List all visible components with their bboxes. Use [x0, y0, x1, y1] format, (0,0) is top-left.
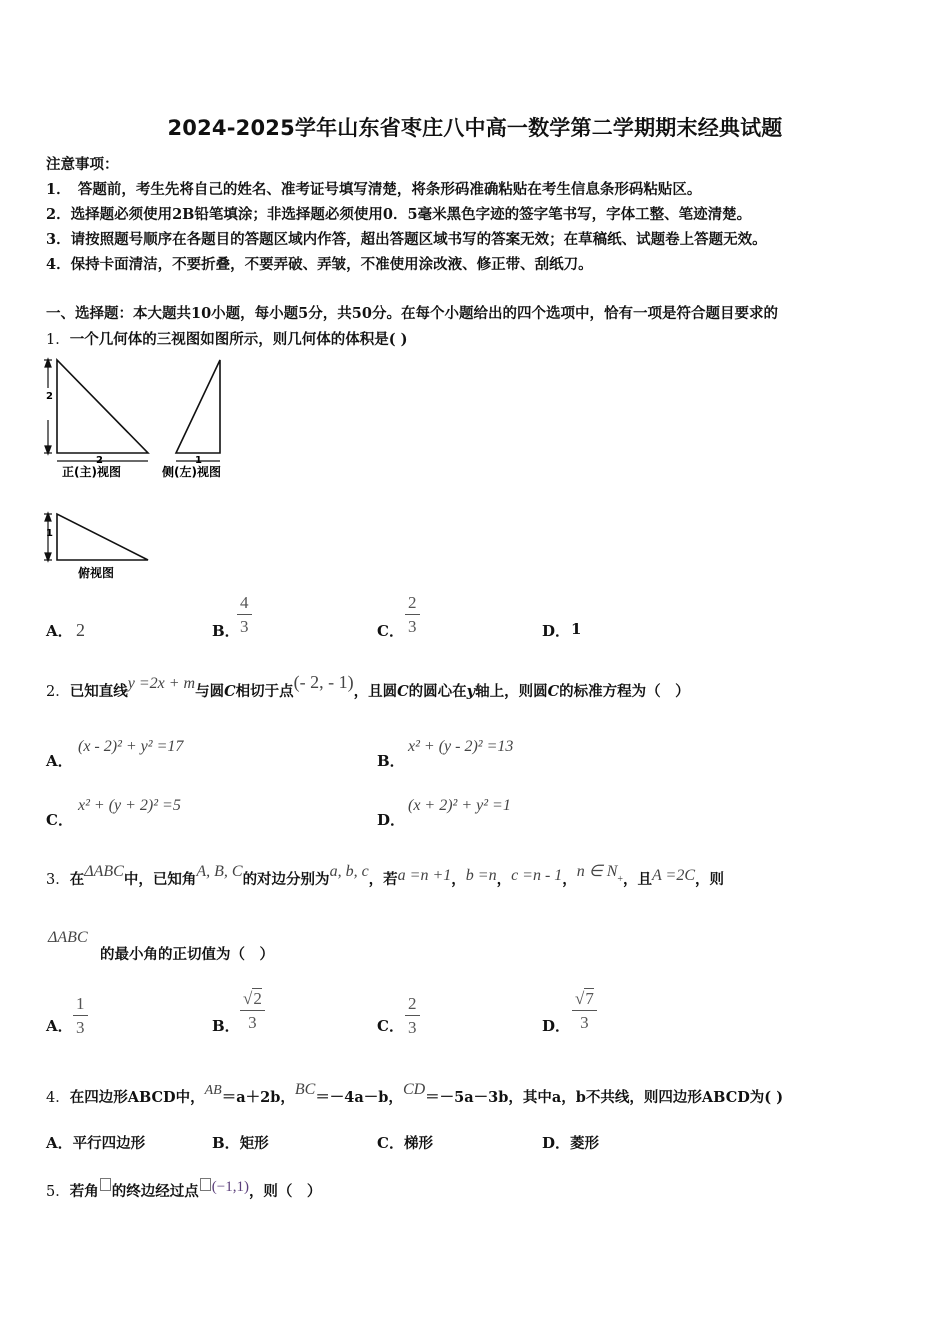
q3-option-a-fraction: $\frac{1}{3}$ — [73, 995, 88, 1036]
q3-option-c-fraction: $\frac{2}{3}$ — [405, 995, 420, 1036]
question-2: 2．已知直线y =2x + m与圆C相切于点(- 2, - 1)，且圆C的圆心在y轴上，则圆C的标准方程为（ ） — [46, 672, 690, 700]
side-width-label: 1 — [195, 455, 202, 466]
question-5: 5．若角 的终边经过点 (−1,1)，则（ ） — [46, 1179, 322, 1200]
missing-glyph-icon — [100, 1178, 111, 1191]
q3-option-b-fraction: $\frac{√2}{3}$ — [240, 990, 265, 1031]
top-view — [57, 514, 148, 560]
q4-option-a[interactable]: A．平行四边形 — [46, 1134, 146, 1152]
front-height-label: 2 — [46, 391, 53, 402]
question-number: 4． — [46, 1090, 70, 1106]
question-stem: 一个几何体的三视图如图所示，则几何体的体积是( ) — [69, 331, 408, 348]
q4-option-c[interactable]: C．梯形 — [377, 1134, 433, 1152]
question-number: 5． — [46, 1184, 70, 1200]
q3-option-c-label[interactable]: C． — [377, 1017, 404, 1035]
q1-option-c-label[interactable]: C． — [377, 622, 404, 640]
front-width-label: 2 — [96, 455, 103, 466]
q2-option-d-label[interactable]: D． — [377, 811, 406, 829]
missing-glyph-icon — [200, 1178, 211, 1191]
q3-option-d-label[interactable]: D． — [542, 1017, 571, 1035]
question-number: 2． — [46, 684, 70, 700]
triangle-symbol: ΔABC — [48, 929, 88, 946]
terminal-point: (−1,1) — [211, 1179, 249, 1195]
side-view — [176, 360, 220, 453]
q2-option-a-eq: (x - 2)² + y² =17 — [78, 738, 184, 755]
note-item-1: 1． 答题前，考生先将自己的姓名、准考证号填写清楚，将条形码准确粘贴在考生信息条形码粘贴区。 — [46, 181, 702, 198]
q2-option-c-eq: x² + (y + 2)² =5 — [78, 797, 181, 814]
note-item-4: 4．保持卡面清洁，不要折叠，不要弄破、弄皱，不准使用涂改液、修正带、刮纸刀。 — [46, 256, 593, 273]
question-number: 3． — [46, 872, 70, 888]
top-view-label: 俯视图 — [78, 566, 115, 580]
vector-cd: CD — [402, 1081, 426, 1098]
side-view-label: 侧(左)视图 — [162, 465, 221, 479]
q4-option-d[interactable]: D．菱形 — [542, 1134, 600, 1152]
tangent-point: (- 2, - 1) — [293, 672, 354, 692]
q1-option-d-label[interactable]: D． — [542, 622, 571, 640]
note-item-2: 2．选择题必须使用2B铅笔填涂；非选择题必须使用0．5毫米黑色字迹的签字笔书写，字体工整、笔迹清楚。 — [46, 206, 752, 223]
front-height-dim — [44, 359, 52, 454]
page-title: 2024-2025学年山东省枣庄八中高一数学第二学期期末经典试题 — [167, 116, 783, 140]
q1-option-a-value: 2 — [76, 620, 85, 640]
three-view-figure — [40, 355, 240, 585]
question-1 — [46, 328, 408, 349]
question-3-cont: 的最小角的正切值为（ ） — [100, 946, 274, 963]
question-3: 3．在ΔABC中，已知角A, B, C的对边分别为a, b, c，若a =n +1，b =n，c =n - 1，n ∈ N+，且A =2C，则 — [46, 863, 724, 888]
q3-option-b-label[interactable]: B． — [212, 1017, 240, 1035]
note-item-3: 3．请按照题号顺序在各题目的答题区域内作答，超出答题区域书写的答案无效；在草稿纸、试题卷上答题无效。 — [46, 231, 767, 248]
q3-option-a-label[interactable]: A． — [46, 1017, 73, 1035]
section-heading: 一、选择题：本大题共10小题，每小题5分，共50分。在每个小题给出的四个选项中，恰有一项是符合题目要求的 — [46, 305, 778, 322]
q1-option-b-fraction: $\frac{4}{3}$ — [237, 594, 252, 635]
q2-option-d-eq: (x + 2)² + y² =1 — [408, 797, 511, 814]
q2-option-b-eq: x² + (y - 2)² =13 — [408, 738, 514, 755]
vector-ab: AB — [204, 1083, 222, 1098]
q1-option-b-label[interactable]: B． — [212, 622, 240, 640]
q3-option-d-fraction: $\frac{√7}{3}$ — [572, 990, 597, 1031]
question-number: 1． — [46, 332, 70, 348]
q2-option-b-label[interactable]: B． — [377, 752, 405, 770]
notes-heading: 注意事项： — [46, 156, 119, 173]
q1-option-d-value: 1 — [571, 620, 582, 638]
vector-bc: BC — [294, 1081, 316, 1098]
front-view-label: 正(主)视图 — [62, 465, 121, 479]
q4-option-b[interactable]: B．矩形 — [212, 1134, 269, 1152]
top-height-label: 1 — [46, 528, 53, 539]
q1-option-a-label[interactable]: A． — [46, 622, 73, 640]
q1-option-c-fraction: $\frac{2}{3}$ — [405, 594, 420, 635]
q2-option-c-label[interactable]: C． — [46, 811, 73, 829]
question-4: 4．在四边形ABCD中，AB＝a＋2b，BC＝－4a－b，CD＝－5a－3b，其中a，b不共线，则四边形ABCD为( ) — [46, 1081, 784, 1106]
q2-option-a-label[interactable]: A． — [46, 752, 73, 770]
front-view — [57, 360, 148, 453]
line-equation: y =2x + m — [127, 675, 196, 692]
